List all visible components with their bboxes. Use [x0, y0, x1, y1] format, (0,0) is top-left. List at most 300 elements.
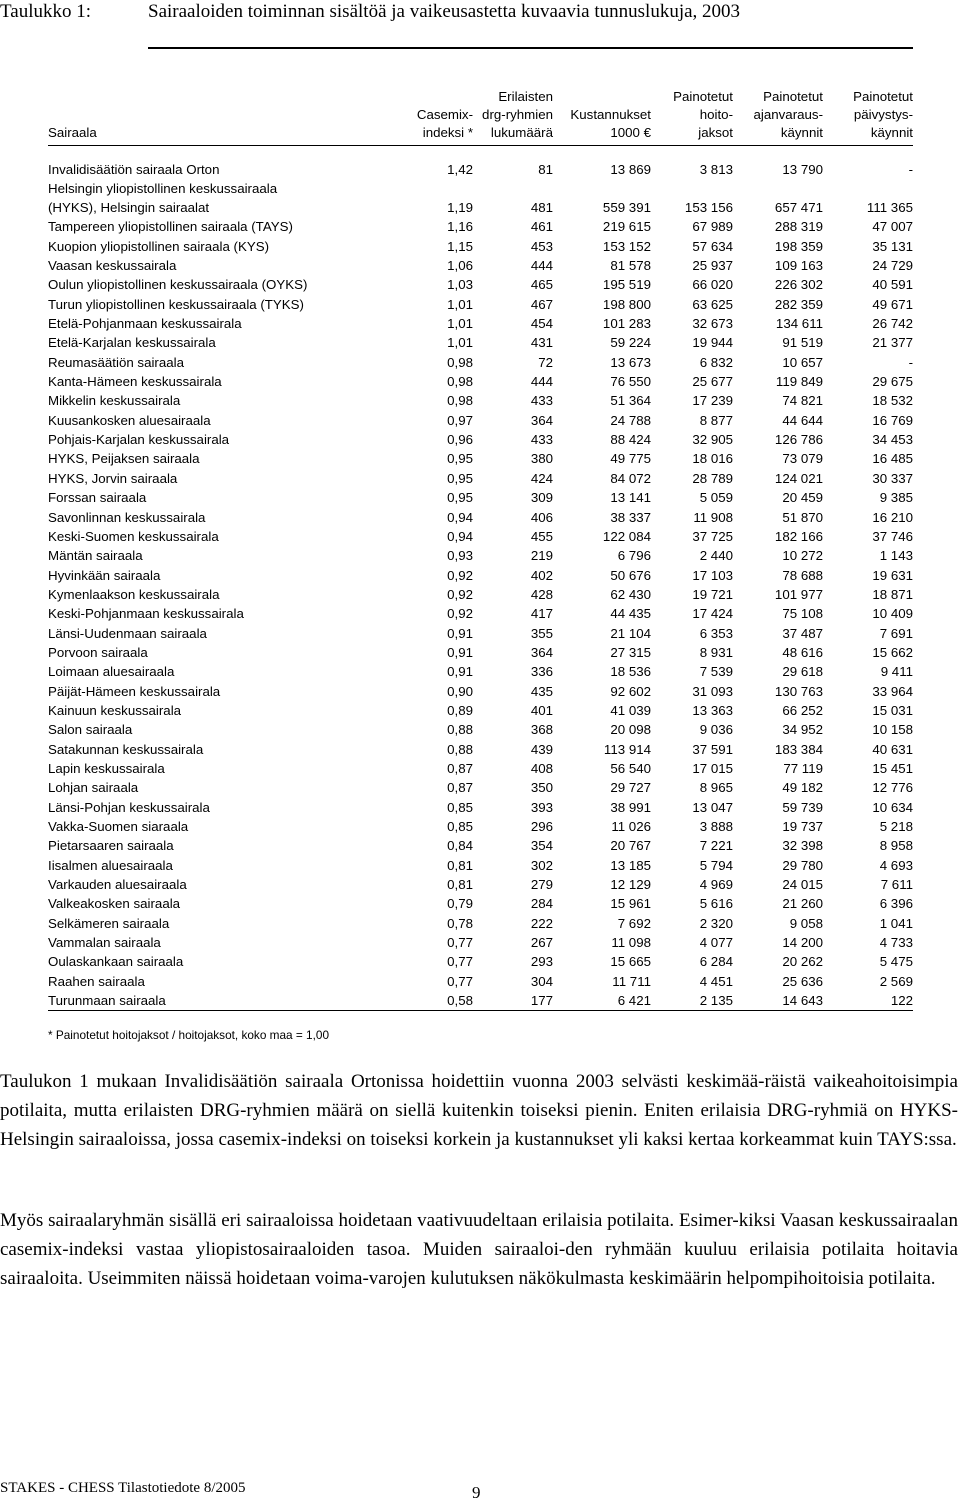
- cell-casemix: 0,87: [447, 760, 473, 776]
- cell-costs: 38 991: [610, 799, 651, 815]
- cell-drg-count: 444: [530, 258, 553, 274]
- cell-drg-count: 401: [530, 702, 553, 718]
- cell-appointment-visits: 282 359: [774, 296, 823, 312]
- cell-drg-count: 293: [530, 954, 553, 970]
- cell-costs: 88 424: [610, 432, 651, 448]
- cell-emergency-visits: 37 746: [872, 528, 913, 544]
- cell-emergency-visits: 16 769: [872, 412, 913, 428]
- cell-casemix: 1,01: [447, 316, 473, 332]
- cell-appointment-visits: 14 643: [733, 991, 823, 1011]
- cell-appointment-visits: 29 618: [782, 664, 823, 680]
- caption-label: Taulukko 1:: [0, 1, 92, 22]
- cell-casemix: 0,95: [447, 470, 473, 486]
- cell-drg-count: 354: [530, 838, 553, 854]
- cell-emergency-visits: 18 871: [872, 586, 913, 602]
- cell-appointment-visits: 20 459: [782, 490, 823, 506]
- cell-casemix: 1,19: [447, 200, 473, 216]
- table-row: [48, 217, 913, 236]
- table-row: [48, 914, 913, 933]
- cell-care-periods: 17 103: [692, 567, 733, 583]
- cell-appointment-visits: 77 119: [783, 760, 823, 776]
- table-row: [48, 894, 913, 913]
- cell-costs: 12 129: [610, 877, 651, 893]
- caption-rule: [148, 47, 913, 49]
- cell-appointment-visits: 59 739: [782, 799, 823, 815]
- cell-name: Keski-Pohjanmaan keskussairala: [48, 606, 244, 622]
- cell-drg-count: 364: [530, 644, 553, 660]
- paragraph-1: Taulukon 1 mukaan Invalidisäätiön sairaala Ortonissa hoidettiin vuonna 2003 selvästi keskimää-räistä vaikeahoitoisimpia potilaita, mutta erilaisten DRG-ryhmien määrä on siellä kuitenkin toiseksi pienin. Eniten erilaisia DRG-ryhmiä on HYKS-Helsingin sairaaloissa, jossa casemix-indeksi on toiseksi korkein ja kustannukset yli kaksi kertaa korkeammat kuin TAYS:ssa.: [0, 1071, 958, 1150]
- cell-emergency-visits: 7 611: [880, 877, 913, 893]
- cell-appointment-visits: 10 657: [782, 354, 823, 370]
- cell-emergency-visits: 10 409: [872, 606, 913, 622]
- cell-care-periods: 17 239: [692, 393, 733, 409]
- cell-appointment-visits: 73 079: [782, 451, 823, 467]
- table-row: [48, 275, 913, 294]
- cell-name: Oulun yliopistollinen keskussairaala (OYKS): [48, 277, 308, 293]
- cell-drg-count: 481: [530, 200, 553, 216]
- cell-emergency-visits: 33 964: [872, 683, 913, 699]
- cell-name: Varkauden aluesairaala: [48, 877, 187, 893]
- cell-casemix: 0,81: [447, 877, 473, 893]
- table-row: [48, 798, 913, 817]
- cell-drg-count: 355: [530, 625, 553, 641]
- cell-drg-count: 431: [530, 335, 553, 351]
- cell-name: Turun yliopistollinen keskussairaala (TYKS): [48, 296, 304, 312]
- cell-costs: 13 869: [610, 162, 651, 177]
- cell-drg-count: 81: [538, 162, 553, 177]
- cell-care-periods: 25 937: [692, 258, 733, 274]
- cell-casemix: 0,79: [447, 896, 473, 912]
- cell-appointment-visits: 49 182: [782, 780, 823, 796]
- cell-care-periods: 3 813: [699, 162, 733, 177]
- table-row: [48, 546, 913, 565]
- cell-emergency-visits: 49 671: [872, 296, 913, 312]
- cell-casemix: 0,85: [447, 799, 473, 815]
- cell-emergency-visits: 9 411: [880, 664, 913, 680]
- table-row: [48, 991, 913, 1011]
- cell-drg-count: 336: [530, 664, 553, 680]
- table-row: [48, 179, 913, 217]
- cell-costs: 13 673: [610, 354, 651, 370]
- cell-costs: 76 550: [610, 374, 651, 390]
- cell-care-periods: 32 905: [692, 432, 733, 448]
- cell-appointment-visits: 183 384: [774, 741, 823, 757]
- cell-drg-count: 296: [530, 819, 553, 834]
- cell-casemix: 0,97: [447, 412, 473, 428]
- table-row: [48, 624, 913, 643]
- cell-appointment-visits: 288 319: [774, 219, 823, 235]
- cell-costs: 29 727: [610, 780, 651, 796]
- cell-care-periods: 8 877: [699, 412, 733, 428]
- cell-costs: 122 084: [602, 528, 651, 544]
- cell-costs: 153 152: [602, 238, 651, 254]
- table-row: [48, 740, 913, 759]
- table-row: [48, 875, 913, 894]
- cell-name: Turunmaan sairaala: [48, 991, 403, 1011]
- cell-emergency-visits: 19 631: [872, 567, 913, 583]
- cell-appointment-visits: 75 108: [782, 606, 823, 622]
- cell-name: Vammalan sairaala: [48, 935, 161, 951]
- cell-name: Selkämeren sairaala: [48, 915, 170, 931]
- cell-drg-count: 309: [530, 490, 553, 506]
- cell-emergency-visits: 122: [823, 991, 913, 1011]
- cell-emergency-visits: 4 733: [879, 935, 913, 951]
- cell-casemix: 0,87: [447, 780, 473, 796]
- cell-costs: 101 283: [602, 316, 651, 332]
- cell-name: Loimaan aluesairaala: [48, 664, 175, 680]
- cell-casemix: 0,94: [447, 528, 473, 544]
- cell-name: Mikkelin keskussairala: [48, 393, 181, 409]
- cell-emergency-visits: 26 742: [872, 316, 913, 332]
- cell-costs: 21 104: [610, 625, 651, 641]
- cell-appointment-visits: 124 021: [774, 470, 823, 486]
- cell-casemix: 0,91: [447, 625, 473, 641]
- cell-drg-count: 439: [530, 741, 553, 757]
- cell-drg-count: 279: [530, 877, 553, 893]
- table-row: [48, 604, 913, 623]
- cell-drg-count: 304: [530, 973, 553, 989]
- cell-casemix: 0,98: [447, 354, 473, 370]
- cell-name: Pohjais-Karjalan keskussairala: [48, 432, 230, 448]
- cell-care-periods: 2 440: [699, 548, 733, 564]
- cell-costs: 27 315: [610, 644, 651, 660]
- cell-care-periods: 4 451: [699, 973, 733, 989]
- cell-casemix: 0,81: [447, 857, 473, 873]
- cell-costs: 13 141: [610, 490, 651, 506]
- cell-name: Kuopion yliopistollinen sairaala (KYS): [48, 238, 269, 254]
- cell-appointment-visits: 32 398: [782, 838, 823, 854]
- cell-emergency-visits: 18 532: [872, 393, 913, 409]
- cell-casemix: 0,58: [403, 991, 473, 1011]
- cell-drg-count: 444: [530, 374, 553, 390]
- cell-drg-count: 350: [530, 780, 553, 796]
- cell-casemix: 0,91: [447, 664, 473, 680]
- cell-emergency-visits: 40 591: [872, 277, 913, 293]
- table-row: [48, 778, 913, 797]
- header-sairaala: Sairaala: [48, 88, 403, 146]
- cell-emergency-visits: 34 453: [872, 432, 913, 448]
- cell-name: Kainuun keskussairala: [48, 702, 182, 718]
- cell-emergency-visits: 40 631: [872, 741, 913, 757]
- cell-emergency-visits: 15 662: [872, 644, 913, 660]
- cell-costs: 7 692: [617, 915, 651, 931]
- cell-drg-count: 267: [530, 935, 553, 951]
- cell-drg-count: 408: [530, 760, 553, 776]
- cell-casemix: 0,95: [447, 451, 473, 467]
- cell-care-periods: 32 673: [692, 316, 733, 332]
- cell-appointment-visits: 29 780: [782, 857, 823, 873]
- cell-drg-count: 302: [530, 857, 553, 873]
- cell-care-periods: 5 616: [699, 896, 733, 912]
- cell-casemix: 0,95: [447, 490, 473, 506]
- cell-name: Etelä-Pohjanmaan keskussairala: [48, 316, 242, 332]
- cell-name: Länsi-Pohjan keskussairala: [48, 799, 210, 815]
- cell-name: Valkeakosken sairaala: [48, 896, 181, 912]
- cell-emergency-visits: 30 337: [872, 470, 913, 486]
- cell-appointment-visits: 48 616: [782, 644, 823, 660]
- cell-care-periods: 13 363: [692, 702, 733, 718]
- cell-appointment-visits: 13 790: [782, 162, 823, 177]
- cell-drg-count: 453: [530, 238, 553, 254]
- caption-text: Sairaaloiden toiminnan sisältöä ja vaikeusastetta kuvaavia tunnuslukuja, 2003: [148, 1, 741, 22]
- cell-emergency-visits: 35 131: [872, 238, 913, 254]
- cell-care-periods: 57 634: [692, 238, 733, 254]
- cell-casemix: 1,06: [447, 258, 473, 274]
- cell-name: Helsingin yliopistollinen keskussairaala (HYKS), Helsingin sairaalat: [48, 181, 278, 216]
- table-row: [48, 160, 913, 179]
- cell-care-periods: 19 944: [692, 335, 733, 351]
- table-row: [48, 372, 913, 391]
- cell-drg-count: 222: [530, 915, 553, 931]
- cell-appointment-visits: 119 849: [775, 374, 823, 390]
- table-row: [48, 469, 913, 488]
- table-header-row: [48, 88, 913, 146]
- cell-emergency-visits: 24 729: [872, 258, 913, 274]
- cell-appointment-visits: 657 471: [774, 200, 823, 216]
- table-row: [48, 508, 913, 527]
- paragraph-2: Myös sairaalaryhmän sisällä eri sairaaloissa hoidetaan vaativuudeltaan erilaisia potilaita. Esimer-kiksi Vaasan keskussairaalan casemix-indeksi vastaa yliopistosairaaloiden tasoa. Muiden sairaaloi-den ryhmään kuuluu erilaisia potilaita hoitavia sairaaloita. Useimmiten näissä hoidetaan voima-varojen kulutuksen näkökulmasta keskimäärin helpompihoitoisia potilaita.: [0, 1210, 958, 1289]
- cell-drg-count: 428: [530, 586, 553, 602]
- cell-emergency-visits: 12 776: [872, 780, 913, 796]
- cell-care-periods: 37 725: [692, 528, 733, 544]
- cell-casemix: 0,88: [447, 741, 473, 757]
- cell-appointment-visits: 44 644: [782, 412, 823, 428]
- cell-care-periods: 63 625: [692, 296, 733, 312]
- cell-casemix: 0,78: [447, 915, 473, 931]
- cell-costs: 6 421: [553, 991, 651, 1011]
- cell-emergency-visits: 8 958: [879, 838, 913, 854]
- cell-drg-count: 406: [530, 509, 553, 525]
- cell-name: Oulaskankaan sairaala: [48, 954, 184, 970]
- cell-drg-count: 219: [530, 548, 553, 564]
- cell-name: Vaasan keskussairala: [48, 258, 177, 274]
- cell-drg-count: 424: [530, 470, 553, 486]
- cell-care-periods: 25 677: [692, 374, 733, 390]
- table-row: [48, 295, 913, 314]
- cell-name: Porvoon sairaala: [48, 644, 148, 660]
- cell-costs: 44 435: [610, 606, 651, 622]
- cell-care-periods: 28 789: [692, 470, 733, 486]
- cell-casemix: 1,15: [447, 238, 473, 254]
- cell-emergency-visits: -: [908, 162, 913, 177]
- table-row: [48, 411, 913, 430]
- table-spacer-row: [48, 146, 913, 161]
- cell-name: Päijät-Hämeen keskussairala: [48, 683, 221, 699]
- cell-name: Mäntän sairaala: [48, 548, 143, 564]
- hospital-table: [48, 88, 913, 1011]
- cell-costs: 81 578: [610, 258, 651, 274]
- table-row: [48, 488, 913, 507]
- cell-casemix: 0,88: [447, 722, 473, 738]
- cell-care-periods: 9 036: [699, 722, 733, 738]
- cell-appointment-visits: 66 252: [782, 702, 823, 718]
- cell-care-periods: 5 794: [699, 857, 733, 873]
- cell-drg-count: 461: [530, 219, 553, 235]
- cell-appointment-visits: 182 166: [774, 528, 823, 544]
- cell-emergency-visits: 15 031: [872, 702, 913, 718]
- cell-appointment-visits: 198 359: [774, 238, 823, 254]
- table-row: [48, 682, 913, 701]
- cell-name: Lohjan sairaala: [48, 780, 139, 796]
- cell-emergency-visits: 9 385: [879, 490, 913, 506]
- cell-drg-count: 368: [530, 722, 553, 738]
- cell-casemix: 0,94: [447, 509, 473, 525]
- cell-costs: 198 800: [602, 296, 651, 312]
- cell-casemix: 0,98: [447, 374, 473, 390]
- header-emergency-visits: Painotetut päivystys- käynnit: [823, 88, 913, 146]
- cell-costs: 18 536: [610, 664, 651, 680]
- cell-costs: 15 665: [610, 954, 651, 970]
- cell-drg-count: 380: [530, 451, 553, 467]
- cell-care-periods: 7 539: [699, 664, 733, 680]
- table-row: [48, 836, 913, 855]
- cell-drg-count: 72: [538, 354, 553, 370]
- cell-appointment-visits: 20 262: [782, 954, 823, 970]
- header-casemix: Casemix- indeksi *: [403, 88, 473, 146]
- table-footnote: * Painotetut hoitojaksot / hoitojaksot, koko maa = 1,00: [48, 1028, 330, 1042]
- table-row: [48, 701, 913, 720]
- cell-drg-count: 284: [530, 896, 553, 912]
- cell-care-periods: 4 077: [699, 935, 733, 951]
- cell-drg-count: 467: [530, 296, 553, 312]
- table-row: [48, 256, 913, 275]
- header-drg-count: Erilaisten drg-ryhmien lukumäärä: [473, 88, 553, 146]
- cell-casemix: 0,91: [447, 644, 473, 660]
- cell-name: Reumasäätiön sairaala: [48, 354, 185, 370]
- cell-costs: 11 098: [611, 935, 651, 951]
- cell-name: Kuusankosken aluesairaala: [48, 412, 211, 428]
- table-row: [48, 333, 913, 352]
- cell-emergency-visits: 6 396: [879, 896, 913, 912]
- cell-casemix: 0,92: [447, 567, 473, 583]
- cell-casemix: 0,90: [447, 683, 473, 699]
- cell-costs: 15 961: [610, 896, 651, 912]
- cell-appointment-visits: 74 821: [782, 393, 823, 409]
- cell-casemix: 1,03: [447, 277, 473, 293]
- cell-casemix: 0,89: [447, 702, 473, 718]
- cell-name: Satakunnan keskussairala: [48, 741, 204, 757]
- cell-care-periods: 31 093: [692, 683, 733, 699]
- cell-costs: 195 519: [602, 277, 651, 293]
- table-row: [48, 759, 913, 778]
- table-row: [48, 720, 913, 739]
- cell-drg-count: 454: [530, 316, 553, 332]
- cell-appointment-visits: 134 611: [775, 316, 823, 332]
- cell-care-periods: 37 591: [692, 741, 733, 757]
- cell-emergency-visits: 29 675: [872, 374, 913, 390]
- cell-costs: 559 391: [602, 200, 651, 216]
- cell-drg-count: 433: [530, 393, 553, 409]
- cell-appointment-visits: 130 763: [774, 683, 823, 699]
- cell-name: Pietarsaaren sairaala: [48, 838, 174, 854]
- cell-care-periods: 8 965: [699, 780, 733, 796]
- cell-emergency-visits: 10 158: [872, 722, 913, 738]
- table-row: [48, 817, 913, 836]
- cell-casemix: 0,77: [447, 935, 473, 951]
- table-row: [48, 391, 913, 410]
- cell-care-periods: 153 156: [684, 200, 733, 216]
- cell-appointment-visits: 51 870: [782, 509, 823, 525]
- cell-name: Kanta-Hämeen keskussairala: [48, 374, 222, 390]
- cell-emergency-visits: 16 210: [872, 509, 913, 525]
- cell-care-periods: 13 047: [692, 799, 733, 815]
- cell-casemix: 0,77: [447, 954, 473, 970]
- table-row: [48, 566, 913, 585]
- cell-emergency-visits: 111 365: [866, 200, 913, 216]
- cell-appointment-visits: 78 688: [782, 567, 823, 583]
- cell-appointment-visits: 19 737: [782, 819, 823, 834]
- cell-costs: 50 676: [610, 567, 651, 583]
- cell-name: Invalidisäätiön sairaala Orton: [48, 162, 220, 177]
- cell-casemix: 1,01: [447, 296, 473, 312]
- cell-appointment-visits: 37 487: [782, 625, 823, 641]
- cell-emergency-visits: 1 143: [879, 548, 913, 564]
- cell-drg-count: 364: [530, 412, 553, 428]
- cell-costs: 13 185: [610, 857, 651, 873]
- cell-drg-count: 433: [530, 432, 553, 448]
- cell-care-periods: 2 320: [699, 915, 733, 931]
- cell-appointment-visits: 34 952: [782, 722, 823, 738]
- table-row: [48, 237, 913, 256]
- cell-casemix: 1,42: [447, 162, 473, 177]
- cell-costs: 11 026: [611, 819, 651, 834]
- cell-name: Hyvinkään sairaala: [48, 567, 161, 583]
- cell-appointment-visits: 226 302: [774, 277, 823, 293]
- cell-casemix: 0,93: [447, 548, 473, 564]
- cell-name: Etelä-Karjalan keskussairala: [48, 335, 216, 351]
- cell-drg-count: 417: [530, 606, 553, 622]
- cell-drg-count: 435: [530, 683, 553, 699]
- cell-care-periods: 18 016: [692, 451, 733, 467]
- table-row: [48, 662, 913, 681]
- cell-emergency-visits: 7 691: [879, 625, 913, 641]
- cell-casemix: 1,16: [447, 219, 473, 235]
- cell-care-periods: 8 931: [699, 644, 733, 660]
- cell-name: Keski-Suomen keskussairala: [48, 528, 219, 544]
- cell-drg-count: 402: [530, 567, 553, 583]
- cell-name: Vakka-Suomen siaraala: [48, 819, 189, 834]
- cell-care-periods: 66 020: [692, 277, 733, 293]
- cell-emergency-visits: 47 007: [872, 219, 913, 235]
- cell-name: Tampereen yliopistollinen sairaala (TAYS): [48, 219, 293, 235]
- cell-costs: 84 072: [610, 470, 651, 486]
- cell-care-periods: 3 888: [699, 819, 733, 834]
- cell-costs: 49 775: [610, 451, 651, 467]
- cell-costs: 41 039: [610, 702, 651, 718]
- cell-costs: 51 364: [610, 393, 651, 409]
- cell-emergency-visits: -: [908, 354, 913, 370]
- table-row: [48, 952, 913, 971]
- cell-casemix: 0,77: [447, 973, 473, 989]
- table-row: [48, 972, 913, 991]
- cell-name: Forssan sairaala: [48, 490, 147, 506]
- cell-emergency-visits: 15 451: [872, 760, 913, 776]
- cell-care-periods: 19 721: [692, 586, 733, 602]
- cell-casemix: 0,92: [447, 606, 473, 622]
- cell-name: Iisalmen aluesairaala: [48, 857, 173, 873]
- table-row: [48, 353, 913, 372]
- cell-name: Savonlinnan keskussairala: [48, 509, 206, 525]
- cell-appointment-visits: 24 015: [782, 877, 823, 893]
- cell-costs: 38 337: [610, 509, 651, 525]
- cell-name: Lapin keskussairala: [48, 760, 165, 776]
- cell-care-periods: 17 424: [692, 606, 733, 622]
- cell-care-periods: 6 353: [699, 625, 733, 641]
- cell-costs: 113 914: [603, 741, 651, 757]
- cell-care-periods: 6 284: [699, 954, 733, 970]
- cell-casemix: 0,92: [447, 586, 473, 602]
- cell-care-periods: 11 908: [693, 509, 733, 525]
